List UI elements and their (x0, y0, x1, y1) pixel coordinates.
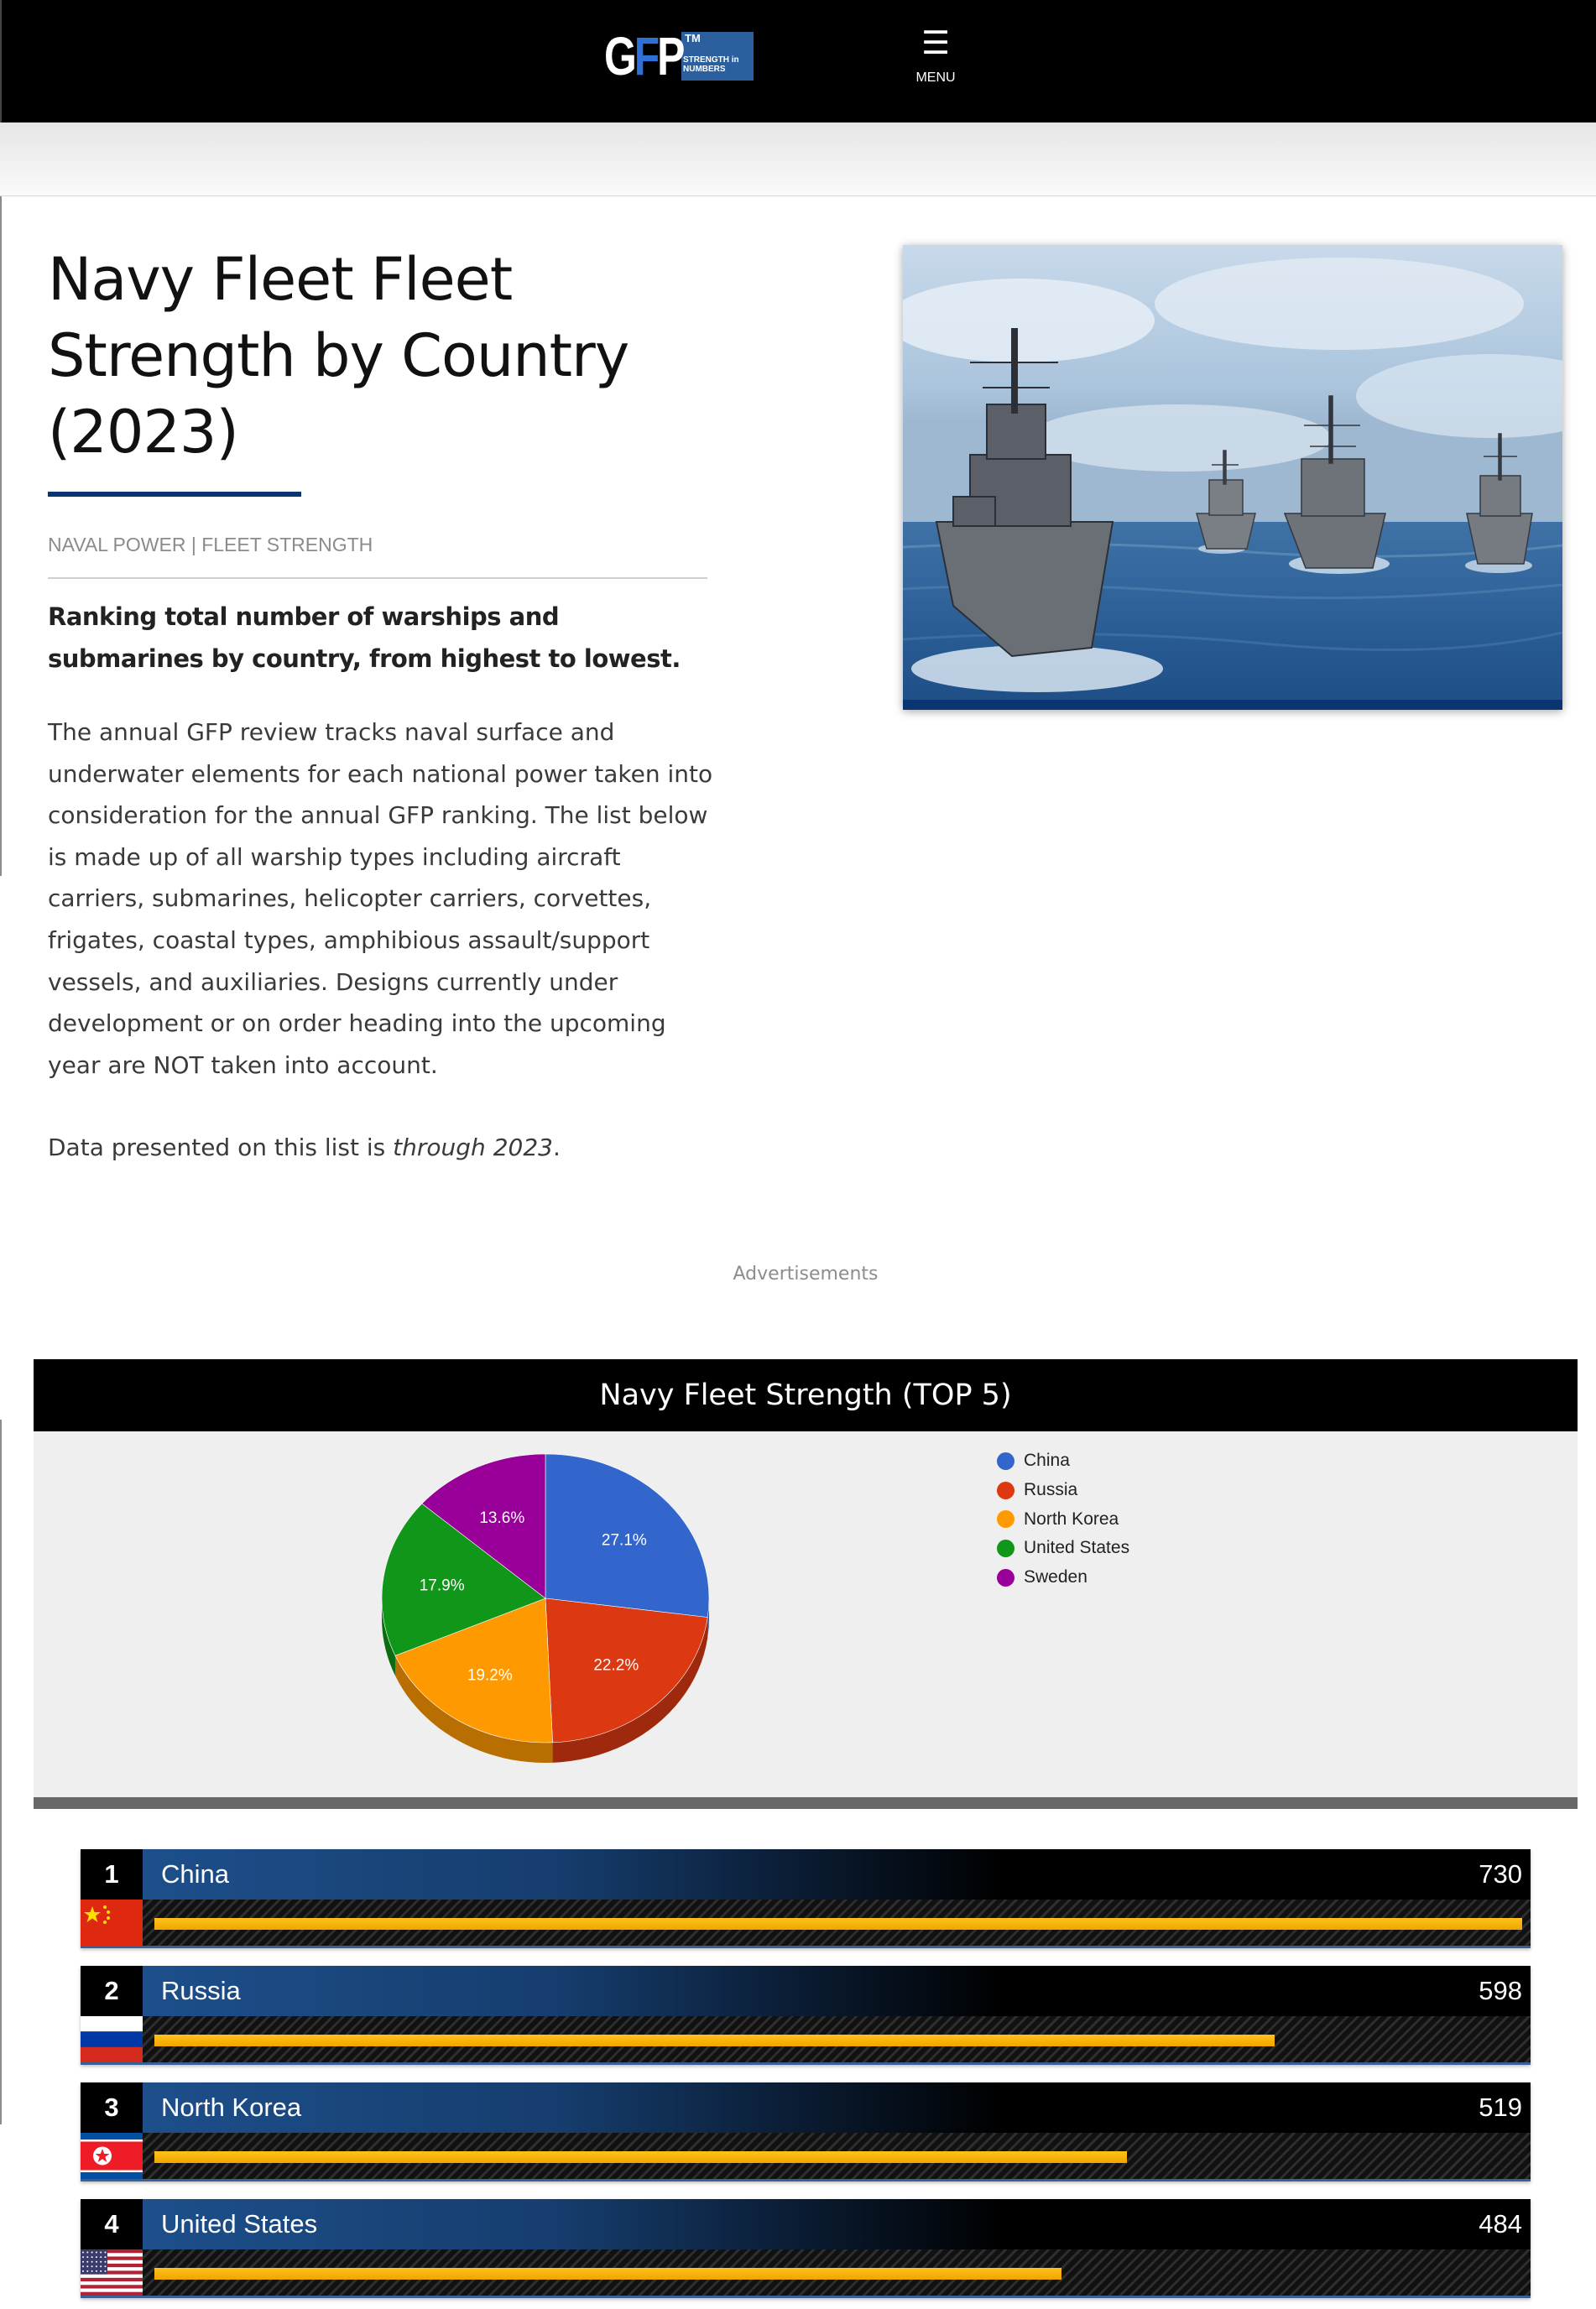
menu-label: MENU (915, 70, 956, 85)
rank-number: 3 (81, 2082, 143, 2133)
rank-bar-fill (154, 2151, 1127, 2163)
title-underline (48, 492, 301, 497)
rank-number: 1 (81, 1849, 143, 1900)
advertisements-label: Advertisements (733, 1264, 879, 1285)
legend-item-north-korea[interactable] (997, 1504, 1129, 1534)
legend-swatch (997, 1452, 1014, 1470)
rank-bar-track (143, 2249, 1531, 2296)
china-flag-icon (81, 1900, 143, 1946)
legend-item-russia[interactable] (997, 1476, 1129, 1505)
fleet-count: 598 (1479, 1976, 1522, 2005)
logo-trademark: TM (685, 32, 701, 44)
chart-title: Navy Fleet Strength (TOP 5) (34, 1359, 1578, 1431)
legend-label: Sweden (1024, 1567, 1087, 1587)
article-body: The annual GFP review tracks naval surface and underwater elements for each national power taken into consideration for the annual GFP ranking. The list below is made up of all warship types including aircraft carriers, submarines, helicopter carriers, corvettes, frigates, coastal types, amphibious assault/support vessels, and auxiliaries. Designs currently under development or on order heading into the upcoming year are NOT taken into account. (48, 718, 713, 1079)
legend-item-sweden[interactable] (997, 1563, 1129, 1592)
menu-button[interactable] (906, 23, 965, 99)
left-edge-line (0, 196, 2, 876)
rank-bar-track (143, 1900, 1531, 1946)
rank-number: 2 (81, 1966, 143, 2016)
hero-image (903, 245, 1562, 710)
logo-tagline: STRENGTH in NUMBERS (683, 55, 739, 74)
top-navigation-bar (0, 0, 1596, 122)
ranking-list (81, 1849, 1531, 2309)
legend-label: China (1024, 1451, 1070, 1471)
pie-label-north-korea: 19.2% (467, 1666, 513, 1685)
country-name[interactable]: United States (161, 2209, 318, 2239)
legend-swatch (997, 1569, 1014, 1587)
pie-label-china: 27.1% (601, 1531, 647, 1550)
hero-image-bar (903, 700, 1562, 710)
country-name[interactable]: North Korea (161, 2093, 302, 2122)
north-korea-flag-icon (81, 2133, 143, 2179)
rank-bar-fill (154, 2035, 1275, 2046)
legend-label: Russia (1024, 1480, 1078, 1500)
legend-swatch (997, 1540, 1014, 1557)
ranking-card-russia[interactable] (81, 1966, 1531, 2065)
ranking-card-china[interactable] (81, 1849, 1531, 1948)
fleet-count: 484 (1479, 2209, 1522, 2239)
data-note (48, 1127, 719, 1169)
pie-label-sweden: 13.6% (479, 1509, 525, 1527)
rank-header (143, 1966, 1531, 2016)
country-name[interactable]: Russia (161, 1976, 241, 2005)
rank-bar-fill (154, 2268, 1061, 2280)
fleet-count: 519 (1479, 2093, 1522, 2122)
ranking-card-north-korea[interactable] (81, 2082, 1531, 2181)
chart-legend (997, 1446, 1129, 1592)
left-edge-line-lower (0, 1420, 2, 2124)
data-note-emphasis: through 2023 (393, 1134, 553, 1161)
rank-number: 4 (81, 2199, 143, 2249)
russia-flag-icon (81, 2016, 143, 2062)
rank-header (143, 2199, 1531, 2249)
article-lead: Ranking total number of warships and submarines by country, from highest to lowest. (48, 602, 681, 673)
fleet-count: 730 (1479, 1859, 1522, 1889)
hamburger-icon: ☰ (921, 24, 951, 61)
pie-chart[interactable] (352, 1443, 738, 1779)
legend-label: North Korea (1024, 1509, 1119, 1529)
rank-header (143, 2082, 1531, 2133)
legend-swatch (997, 1510, 1014, 1528)
legend-label: United States (1024, 1538, 1130, 1558)
logo-mark: GFP (604, 26, 683, 86)
category-breadcrumb[interactable]: NAVAL POWER | FLEET STRENGTH (48, 534, 373, 555)
rank-bar-track (143, 2133, 1531, 2179)
legend-swatch (997, 1482, 1014, 1499)
sub-navigation-bar (0, 122, 1596, 196)
country-name[interactable]: China (161, 1859, 229, 1889)
data-note-prefix: Data presented on this list is (48, 1134, 394, 1161)
rank-bar-track (143, 2016, 1531, 2062)
chart-panel (34, 1431, 1578, 1797)
page-title: Navy Fleet Fleet Strength by Country (2023) (48, 245, 629, 466)
legend-item-china[interactable] (997, 1446, 1129, 1476)
data-note-suffix: . (552, 1134, 561, 1161)
chart-panel-footer (34, 1797, 1578, 1809)
category-divider (48, 577, 707, 579)
rank-header (143, 1849, 1531, 1900)
gfp-logo[interactable] (604, 26, 754, 86)
rank-bar-fill (154, 1918, 1522, 1930)
united-states-flag-icon (81, 2249, 143, 2296)
pie-label-united-states: 17.9% (419, 1577, 465, 1595)
warships-image (903, 245, 1562, 700)
legend-item-united-states[interactable] (997, 1534, 1129, 1563)
pie-label-russia: 22.2% (593, 1656, 639, 1675)
ranking-card-united-states[interactable] (81, 2199, 1531, 2298)
